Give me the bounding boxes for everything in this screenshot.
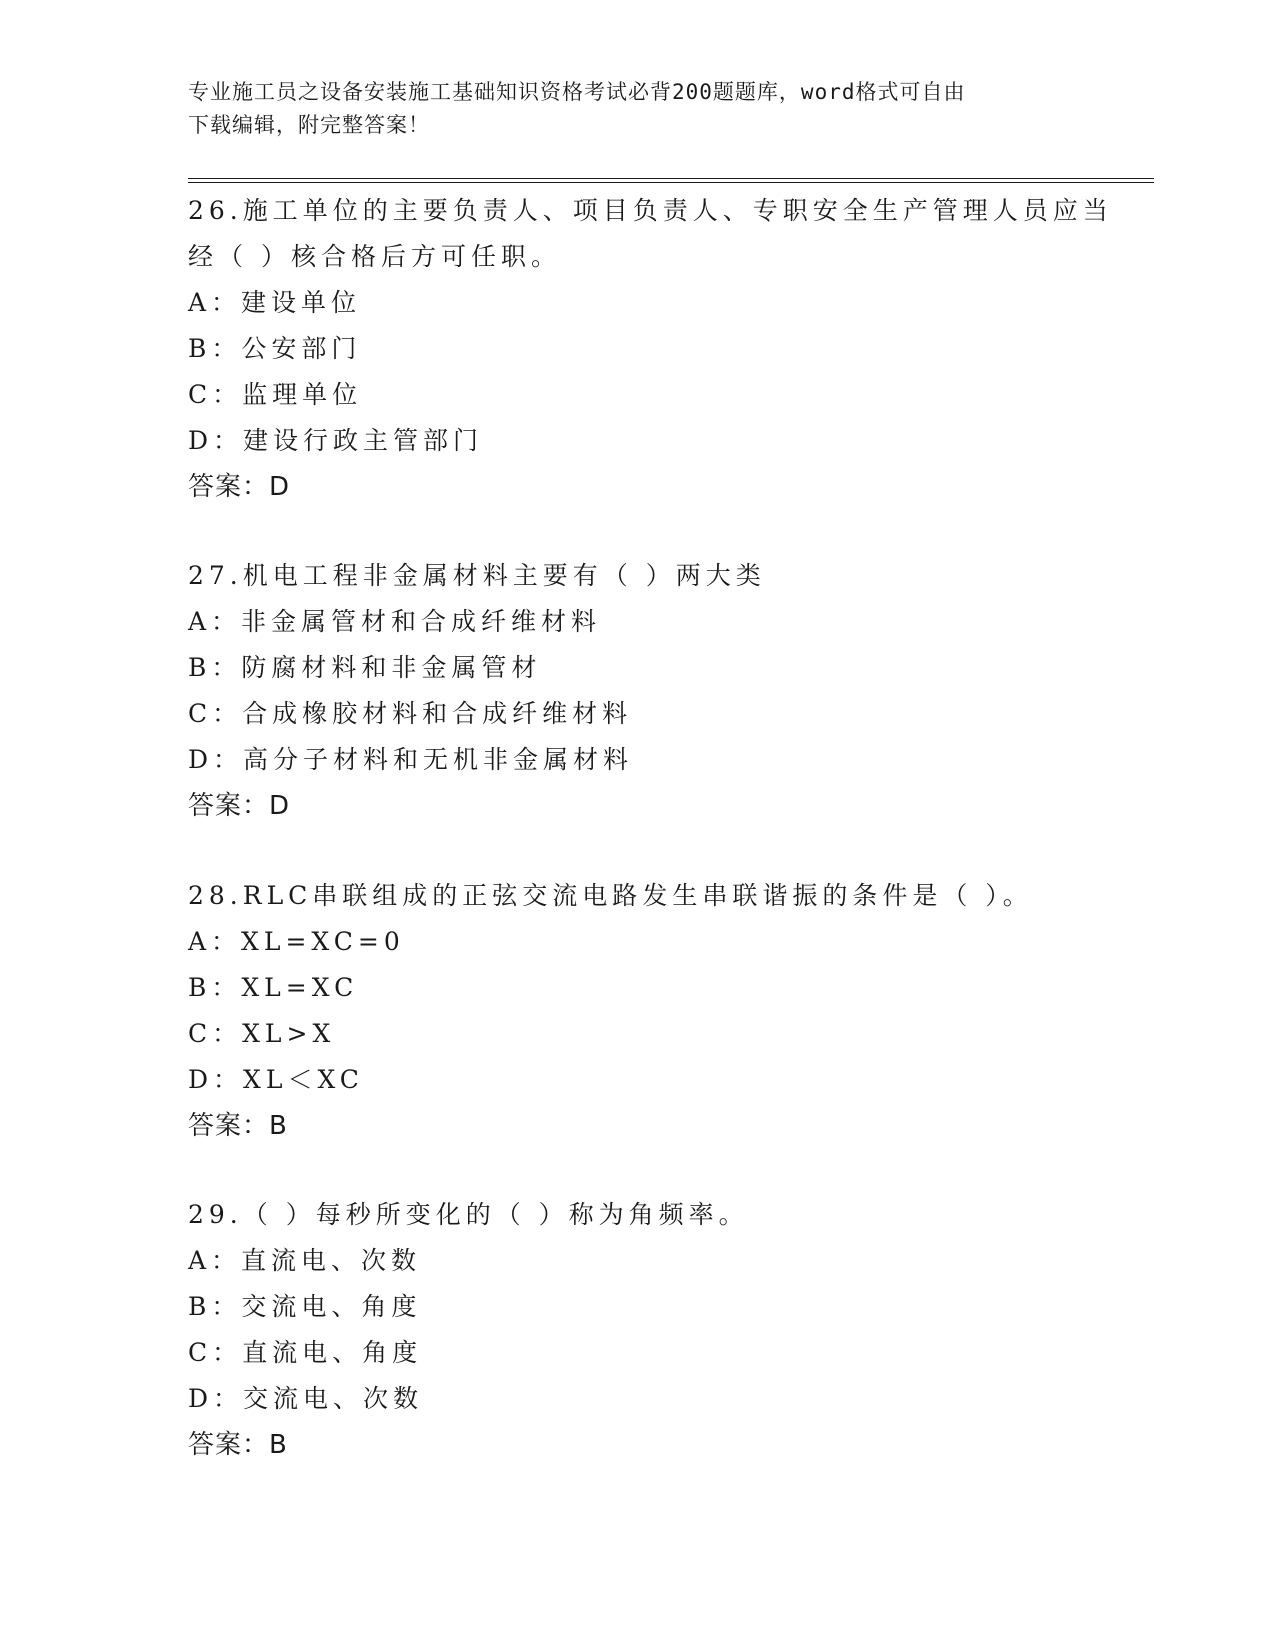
question-28 — [188, 873, 1088, 1149]
question-stem: 经（ ）核合格后方可任职。 — [188, 242, 561, 271]
answer: 答案：B — [188, 1430, 288, 1460]
option-a: A：建设单位 — [188, 288, 362, 317]
answer: 答案：D — [188, 472, 291, 502]
header-divider-top — [188, 178, 1154, 179]
option-a: A：XL=XC=0 — [188, 927, 405, 956]
option-a: A：非金属管材和合成纤维材料 — [188, 607, 602, 636]
option-c: C：XL>X — [188, 1019, 336, 1048]
option-d: D：XL＜XC — [188, 1065, 364, 1094]
option-b: B：XL=XC — [188, 973, 359, 1002]
header-divider-bottom — [188, 182, 1154, 183]
option-c: C：合成橡胶材料和合成纤维材料 — [188, 699, 633, 728]
option-b: B：交流电、角度 — [188, 1292, 422, 1321]
option-c: C：监理单位 — [188, 380, 363, 409]
option-b: B：防腐材料和非金属管材 — [188, 653, 542, 682]
question-26 — [188, 188, 1113, 510]
option-a: A：直流电、次数 — [188, 1246, 422, 1275]
option-d: D：建设行政主管部门 — [188, 426, 484, 455]
question-29 — [188, 1192, 1088, 1468]
answer: 答案：B — [188, 1111, 288, 1141]
option-d: D：高分子材料和无机非金属材料 — [188, 745, 634, 774]
question-stem: 28.RLC串联组成的正弦交流电路发生串联谐振的条件是（ ）。 — [188, 881, 1033, 910]
option-c: C：直流电、角度 — [188, 1338, 423, 1367]
header-line-1: 专业施工员之设备安装施工基础知识资格考试必背200题题库，word格式可自由 — [188, 80, 966, 104]
option-d: D：交流电、次数 — [188, 1384, 424, 1413]
header-line-2: 下载编辑，附完整答案！ — [188, 113, 430, 137]
question-stem: 29.（ ）每秒所变化的（ ）称为角频率。 — [188, 1200, 749, 1229]
option-b: B：公安部门 — [188, 334, 362, 363]
question-27 — [188, 553, 1088, 829]
answer: 答案：D — [188, 791, 291, 821]
question-stem: 27.机电工程非金属材料主要有（ ）两大类 — [188, 561, 766, 590]
document-header — [188, 76, 1088, 142]
question-stem: 26.施工单位的主要负责人、项目负责人、专职安全生产管理人员应当 — [188, 196, 1113, 225]
